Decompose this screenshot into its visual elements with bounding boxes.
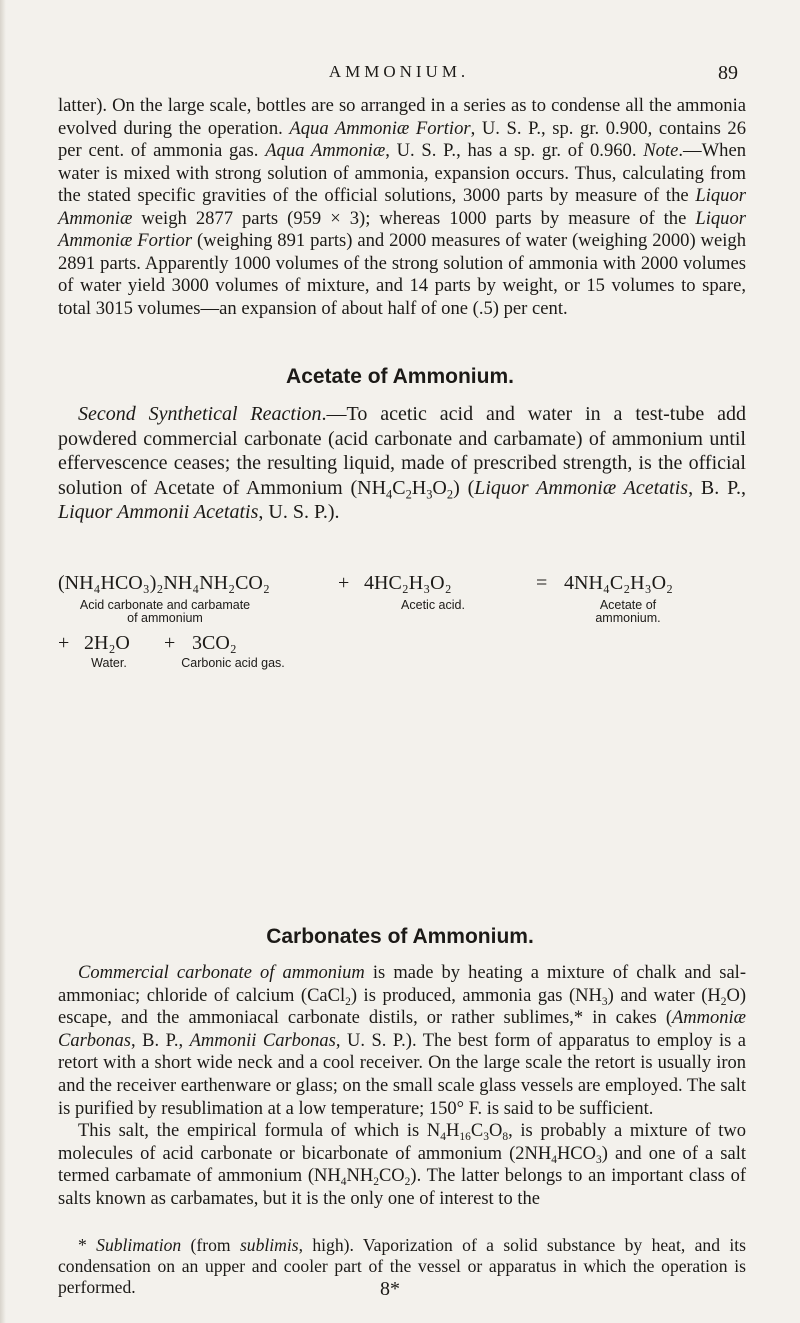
- paragraph-carbonates: [58, 962, 746, 1211]
- equals-sign: =: [536, 572, 548, 594]
- italic-run: Commercial carbonate of ammonium: [78, 963, 365, 983]
- text-run: , B. P.,: [131, 1030, 190, 1051]
- paragraph-ammonia-solutions: [58, 95, 746, 320]
- text-run: C: [392, 476, 406, 499]
- text-run: , U. S. P.).: [258, 501, 340, 523]
- caption-line: ammonium.: [595, 611, 661, 625]
- signature-mark: 8*: [380, 1278, 400, 1300]
- text-run: O) escape, and the ammoniacal carbonate distils, or rather sublimes,* in cakes (: [58, 985, 746, 1029]
- subscript-run: 2: [446, 486, 454, 501]
- subscript-run: 16: [459, 1131, 471, 1144]
- plus-sign: +: [338, 572, 350, 594]
- italic-run: Sublimation: [96, 1235, 182, 1255]
- subscript-run: 2: [404, 1176, 411, 1189]
- italic-run: Note: [643, 140, 679, 161]
- italic-run: Liquor Ammonii Acetatis: [58, 501, 259, 523]
- caption-acid-carbonate: [58, 599, 272, 625]
- italic-run: Liquor Ammoniæ Acetatis: [474, 476, 689, 499]
- italic-run: Second Synthetical Reaction: [78, 403, 322, 425]
- text-run: , high). Vaporization of a solid substance by heat, and its condensation on an upper and cooler part of the vessel or apparatus in which the operation is performed.: [58, 1235, 746, 1297]
- subscript-run: 2: [373, 1176, 379, 1189]
- caption-line: of ammonium: [127, 611, 203, 625]
- running-head: [60, 62, 738, 86]
- product-carbonic-acid: 3CO₂: [192, 632, 237, 654]
- page-gutter: [0, 0, 6, 1323]
- page-number: 89: [718, 62, 738, 84]
- running-head-title: AMMONIUM.: [328, 62, 470, 81]
- rich-text: [58, 962, 746, 1120]
- reactant-acetic-acid: 4HC₂H₃O₂: [364, 572, 452, 594]
- plus-sign: +: [164, 632, 176, 654]
- text-run: latter). On the large scale, bottles are so arranged in a series as to condense all the ammonia evolved during the operation.: [58, 95, 746, 139]
- text-run: is made by heating a mixture of chalk and sal-ammoniac; chloride of calcium (CaCl: [58, 963, 746, 1006]
- product-water: 2H₂O: [84, 632, 130, 654]
- italic-run: Liquor Ammoniæ Fortior: [58, 207, 746, 251]
- text-run: NH: [346, 1166, 374, 1187]
- italic-run: Aqua Ammoniæ Fortior: [289, 117, 471, 139]
- equation-line-1: [58, 572, 746, 596]
- caption-acetic-acid: Acetic acid.: [401, 598, 465, 612]
- subscript-run: 2: [720, 995, 727, 1008]
- text-run: ) and one of a salt termed carbamate of ammonium (NH: [58, 1143, 746, 1187]
- subscript-run: 4: [340, 1176, 347, 1189]
- product-ammonium-acetate: 4NH₄C₂H₃O₂: [564, 572, 674, 594]
- italic-run: Liquor Ammoniæ: [58, 185, 746, 229]
- plus-sign: +: [58, 632, 70, 654]
- italic-run: Aqua Ammoniæ: [265, 140, 386, 161]
- text-run: ) and water (H: [607, 985, 721, 1006]
- text-run: , U. S. P., has a sp. gr. of 0.960.: [385, 140, 644, 161]
- text-run: H: [446, 1121, 460, 1142]
- subscript-run: 3: [601, 995, 608, 1008]
- subscript-run: 3: [483, 1131, 489, 1144]
- equation-line-2: [58, 632, 746, 656]
- italic-run: Ammoniæ Carbonas: [58, 1008, 746, 1051]
- text-run: , is probably a mixture of two molecules of acid carbonate or bicarbonate of ammonium (2NH: [58, 1121, 747, 1164]
- subscript-run: 2: [345, 995, 351, 1008]
- caption-water: Water.: [91, 656, 127, 670]
- text-run: ) (: [453, 476, 475, 499]
- text-run: O: [488, 1121, 503, 1142]
- text-run: ) is produced, ammonia gas (NH: [350, 985, 602, 1006]
- heading-carbonates: Carbonates of Ammonium.: [266, 925, 534, 948]
- text-run: HCO: [556, 1143, 596, 1164]
- text-run: C: [470, 1121, 484, 1142]
- text-run: H: [411, 476, 427, 499]
- rich-text: [58, 95, 746, 320]
- subscript-run: 4: [551, 1153, 557, 1166]
- rich-text: [58, 402, 746, 525]
- caption-line: Acetate of: [599, 598, 657, 612]
- reactant-ammonium-carbonate: (NH₄HCO₃)₂NH₄NH₂CO₂: [58, 572, 270, 594]
- caption-acetate: [568, 599, 688, 625]
- subscript-run: 2: [405, 486, 412, 501]
- subscript-run: 4: [386, 486, 393, 501]
- chemical-equation: [58, 572, 746, 670]
- text-run: , B. P.,: [688, 476, 746, 499]
- italic-run: sublimis: [239, 1235, 299, 1255]
- text-run: CO: [378, 1166, 405, 1187]
- subscript-run: 3: [596, 1153, 602, 1166]
- text-run: (weighing 891 parts) and 2000 measures of water (weighing 2000) weigh 2891 parts. Apparently 1000 volumes of the strong solution of ammonia with 2000 volumes of water yield 3000 volumes of mixture, and 14 parts by weight, or 15 volumes to spare, total 3015 volumes—an expansion of about half of one (.5) per cent.: [58, 230, 746, 319]
- text-run: This salt, the empirical formula of which is N: [78, 1121, 441, 1142]
- text-run: *: [78, 1235, 97, 1255]
- footnote-sublimation: [58, 1235, 746, 1297]
- rich-text: [58, 1120, 746, 1210]
- caption-carbonic-acid: Carbonic acid gas.: [181, 656, 285, 670]
- heading-acetate: Acetate of Ammonium.: [286, 365, 514, 388]
- text-run: .—When water is mixed with strong solution of ammonia, expansion occurs. Thus, calculating from the stated specific gravities of the official solutions, 3000 parts by measure of the: [58, 140, 746, 206]
- text-run: O: [432, 476, 447, 499]
- text-run: weigh 2877 parts (959 × 3); whereas 1000 parts by measure of the: [132, 207, 696, 229]
- italic-run: Ammonii Carbonas: [189, 1030, 336, 1051]
- paragraph-synthetical-reaction: [58, 402, 746, 525]
- text-run: , U. S. P.). The best form of apparatus to employ is a retort with a short wide neck and a cool receiver. On the large scale the retort is usually iron and the receiver earthenware or glass; on the small scale glass vessels are employed. The salt is purified by resublimation at a low temperature; 150° F. is said to be sufficient.: [58, 1030, 747, 1119]
- caption-line: Acid carbonate and carbamate: [79, 598, 251, 612]
- text-run: , U. S. P., sp. gr. 0.900, contains 26 per cent. of ammonia gas.: [58, 117, 746, 161]
- text-run: .—To acetic acid and water in a test-tube add powdered commercial carbonate (acid carbonate and carbamate) of ammonium until effervescence ceases; the resulting liquid, made of prescribed strength, is the official solution of Acetate of Ammonium (NH: [58, 403, 746, 499]
- subscript-run: 8: [502, 1131, 509, 1144]
- text-run: ). The latter belongs to an important class of salts known as carbamates, but it is the only one of interest to the: [58, 1166, 747, 1209]
- subscript-run: 3: [426, 486, 433, 501]
- subscript-run: 4: [440, 1131, 447, 1144]
- text-run: (from: [181, 1235, 240, 1255]
- rich-text: [58, 1235, 746, 1297]
